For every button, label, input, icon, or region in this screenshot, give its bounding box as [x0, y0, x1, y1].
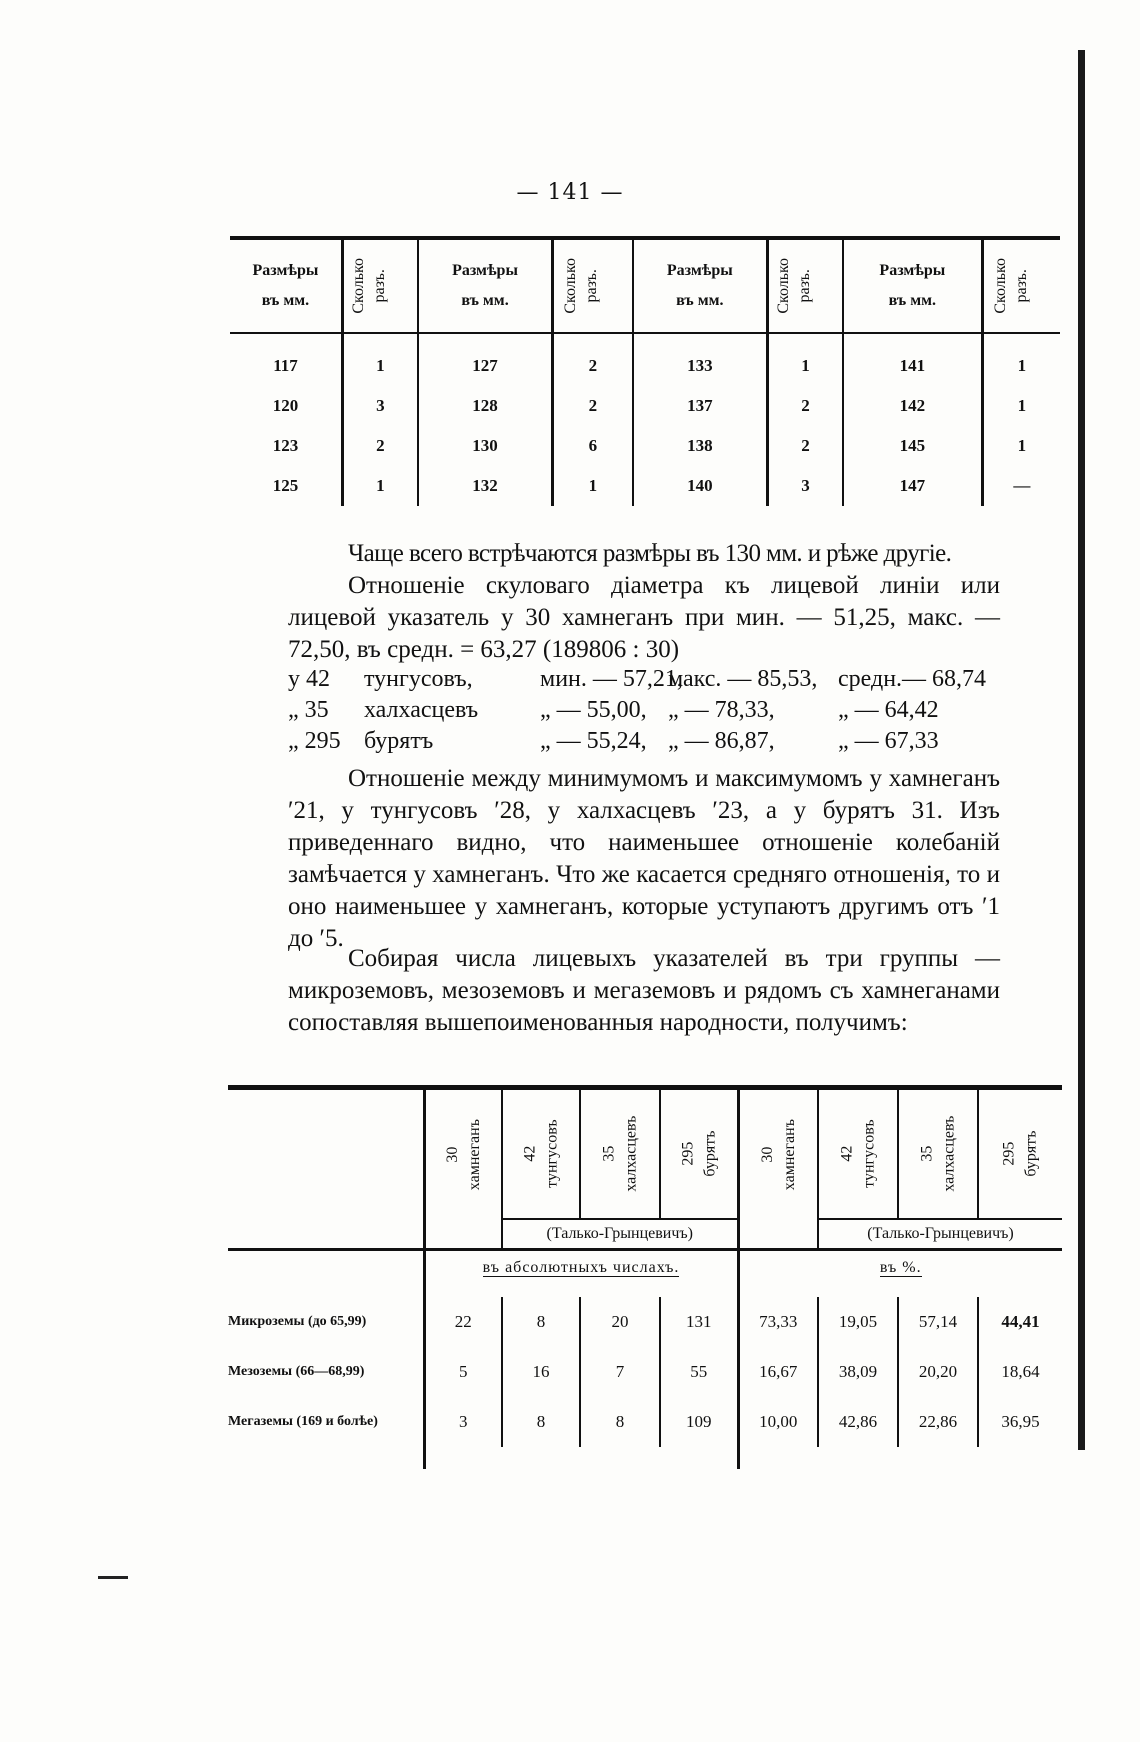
value-cell: 36,95 [978, 1397, 1062, 1447]
source-label: (Талько-Грынцевичъ) [818, 1219, 1062, 1250]
empty-corner [228, 1090, 424, 1219]
stat-count: у 42 [288, 666, 330, 692]
table-row [228, 1397, 1062, 1447]
stat-min: „ — 55,00, [540, 697, 647, 723]
count-cell: 6 [553, 426, 633, 466]
stat-mean: „ — 64,42 [838, 697, 939, 723]
value-cell: 10,00 [738, 1397, 818, 1447]
size-cell: 123 [272, 436, 299, 455]
row-label: Мезоземы (66—68,99) [228, 1364, 365, 1379]
count-cell: 1 [342, 333, 417, 386]
value-cell: 7 [580, 1347, 660, 1397]
header-size: Размѣры въ мм. [418, 238, 553, 333]
paragraph-min-max-ratio: Отношеніе между минимумомъ и максимумомъ у хамнеганъ ′21, у тунгусовъ ′28, у халхасцевъ ′23, а у бурятъ 31. Изъ приведеннаго видно, что наименьшее отношеніе колебаній замѣчается у хамнеганъ. Что же касается средняго отношенія, то и оно наименьшее у хамнеганъ, которые уступаютъ другимъ отъ ′1 до ′5. [288, 765, 1000, 952]
count-cell: 1 [982, 426, 1060, 466]
count-cell: 3 [768, 466, 843, 506]
source-label: (Талько-Грынцевичъ) [502, 1219, 738, 1250]
value-cell: 5 [424, 1347, 502, 1397]
count-cell: 3 [342, 386, 417, 426]
table-row [230, 386, 1060, 426]
value-cell: 3 [424, 1397, 502, 1447]
table-row [230, 466, 1060, 506]
table-row [230, 333, 1060, 386]
size-cell: 127 [418, 333, 553, 386]
paragraph-line: Чаще всего встрѣчаются размѣры въ 130 мм. и рѣже другіе. [348, 540, 952, 567]
size-cell: 132 [418, 466, 553, 506]
size-cell: 141 [843, 333, 982, 386]
header-size: Размѣры въ мм. [843, 238, 982, 333]
count-cell: 1 [342, 466, 417, 506]
value-cell: 42,86 [818, 1397, 898, 1447]
col-head: 42 тунгусовъ [502, 1090, 580, 1219]
count-cell: 1 [982, 333, 1060, 386]
value-cell: 57,14 [898, 1297, 978, 1347]
count-cell: — [982, 466, 1060, 506]
size-cell: 130 [418, 426, 553, 466]
col-head: 35 халхасцевъ [898, 1090, 978, 1219]
size-cell: 142 [843, 386, 982, 426]
col-head: 42 тунгусовъ [818, 1090, 898, 1219]
col-head: 35 халхасцевъ [580, 1090, 660, 1219]
row-label: Мегаземы (169 и болѣе) [228, 1414, 378, 1429]
stat-mean: средн.— 68,74 [838, 666, 987, 692]
stat-max: „ — 78,33, [668, 697, 775, 723]
count-cell: 1 [553, 466, 633, 506]
value-cell: 131 [660, 1297, 738, 1347]
stat-min: мин. — 57,21, [540, 666, 683, 692]
scan-mark [98, 1576, 128, 1579]
col-head: 295 бурятъ [978, 1090, 1062, 1219]
header-size: Размѣры въ мм. [230, 238, 342, 333]
value-cell: 8 [580, 1397, 660, 1447]
value-cell: 38,09 [818, 1347, 898, 1397]
count-cell: 2 [553, 333, 633, 386]
size-cell: 138 [633, 426, 768, 466]
stat-count: „ 35 [288, 697, 329, 723]
size-cell: 125 [272, 476, 299, 495]
stat-row [288, 695, 1000, 726]
size-cell: 133 [633, 333, 768, 386]
value-cell: 16,67 [738, 1347, 818, 1397]
stat-mean: „ — 67,33 [838, 728, 939, 754]
value-cell: 18,64 [978, 1347, 1062, 1397]
value-cell: 19,05 [818, 1297, 898, 1347]
count-cell: 2 [768, 426, 843, 466]
row-label: Микроземы (до 65,99) [228, 1314, 367, 1329]
count-cell: 1 [768, 333, 843, 386]
paragraph-groups-intro: Собирая числа лицевыхъ указателей въ три группы —микроземовъ, мезоземовъ и мегаземовъ и рядомъ съ хамнеганами сопоставляя вышепоименованныя народности, получимъ: [288, 945, 1000, 1036]
stat-people: бурятъ [364, 728, 434, 754]
unit-absolute: въ абсолютныхъ числахъ. [424, 1250, 738, 1286]
index-stats-list [288, 664, 1000, 757]
paragraph-most-common-sizes [288, 538, 1000, 666]
stat-min: „ — 55,24, [540, 728, 647, 754]
units-row [228, 1250, 1062, 1286]
stat-row [288, 726, 1000, 757]
table-header-row [230, 238, 1060, 333]
stat-max: „ — 86,87, [668, 728, 775, 754]
header-count: Сколько разъ. [342, 238, 417, 333]
col-head: 295 бурятъ [660, 1090, 738, 1219]
table2-header-row [228, 1090, 1062, 1219]
value-cell: 44,41 [978, 1297, 1062, 1347]
value-cell: 8 [502, 1397, 580, 1447]
table-row [228, 1297, 1062, 1347]
value-cell: 22 [424, 1297, 502, 1347]
value-cell: 109 [660, 1397, 738, 1447]
stat-count: „ 295 [288, 728, 341, 754]
page-edge-bar [1078, 50, 1085, 1450]
paragraph-facial-index: Отношеніе скуловаго діаметра къ лицевой линіи или лицевой указатель у 30 хамнеганъ при мин. — 51,25, макс. — 72,50, въ средн. = 63,27 (189806 : 30) [288, 572, 1000, 663]
stat-people: тунгусовъ, [364, 666, 473, 692]
source-row [228, 1219, 1062, 1250]
size-cell: 140 [633, 466, 768, 506]
size-cell: 117 [273, 356, 298, 375]
header-count: Сколько разъ. [553, 238, 633, 333]
size-cell: 128 [418, 386, 553, 426]
count-cell: 2 [342, 426, 417, 466]
stat-max: макс. — 85,53, [668, 666, 818, 692]
table-row [228, 1347, 1062, 1397]
sizes-frequency-table [230, 236, 1060, 506]
count-cell: 2 [553, 386, 633, 426]
header-count: Сколько разъ. [768, 238, 843, 333]
header-count: Сколько разъ. [982, 238, 1060, 333]
table-row [230, 426, 1060, 466]
value-cell: 20 [580, 1297, 660, 1347]
facial-index-groups-table [228, 1085, 1062, 1469]
page-number: — 141 — [516, 180, 624, 205]
value-cell: 8 [502, 1297, 580, 1347]
col-head: 30 хамнеганъ [738, 1090, 818, 1219]
value-cell: 73,33 [738, 1297, 818, 1347]
value-cell: 16 [502, 1347, 580, 1397]
unit-percent: въ %. [738, 1250, 1062, 1286]
stat-people: халхасцевъ [364, 697, 479, 723]
value-cell: 22,86 [898, 1397, 978, 1447]
value-cell: 20,20 [898, 1347, 978, 1397]
count-cell: 2 [768, 386, 843, 426]
col-head: 30 хамнеганъ [424, 1090, 502, 1219]
stat-row [288, 664, 1000, 695]
header-size: Размѣры въ мм. [633, 238, 768, 333]
value-cell: 55 [660, 1347, 738, 1397]
size-cell: 120 [272, 396, 299, 415]
size-cell: 145 [843, 426, 982, 466]
size-cell: 137 [633, 386, 768, 426]
size-cell: 147 [843, 466, 982, 506]
count-cell: 1 [982, 386, 1060, 426]
